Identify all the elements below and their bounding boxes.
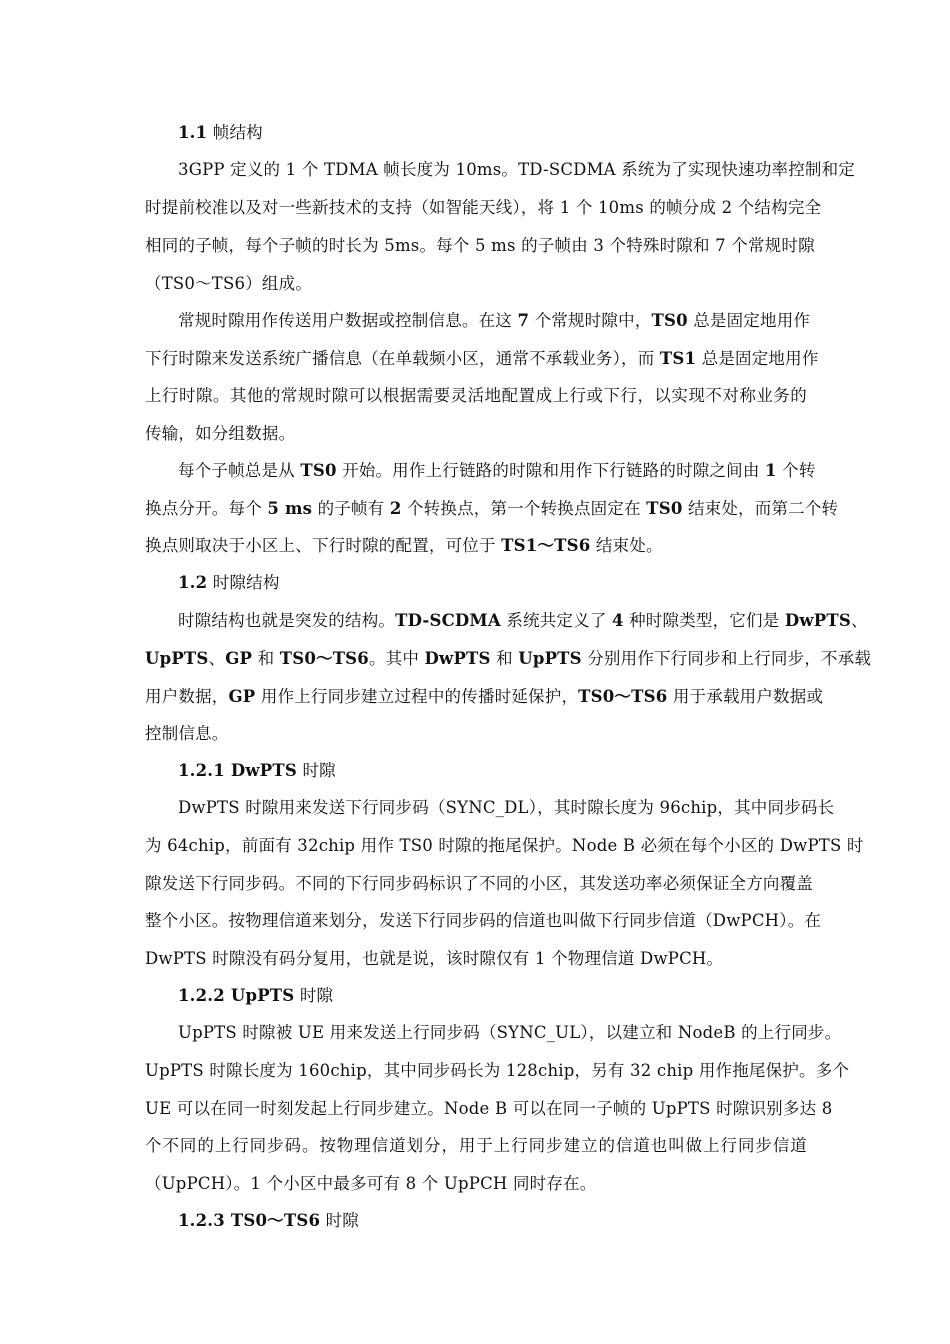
heading-1-2-2: 1.2.2 UpPTS 时隙	[178, 986, 334, 1005]
p5-line: 隙发送下行同步码。不同的下行同步码标识了不同的小区，其发送功率必须保证全方向覆盖	[145, 874, 813, 893]
p4-line: 用户数据，GP 用作上行同步建立过程中的传播时延保护，TS0～TS6 用于承载用户数据或	[145, 687, 824, 706]
p6-line: UpPTS 时隙长度为 160chip，其中同步码长为 128chip，另有 32 chip 用作拖尾保护。多个	[145, 1061, 850, 1080]
p3-line: 每个子帧总是从 TS0 开始。用作上行链路的时隙和用作下行链路的时隙之间由 1 个转	[178, 461, 816, 480]
p4-line: 控制信息。	[145, 724, 229, 743]
p1-line: （TS0～TS6）组成。	[145, 274, 313, 293]
p1-line: 相同的子帧，每个子帧的时长为 5ms。每个 5 ms 的子帧由 3 个特殊时隙和 7 个常规时隙	[145, 236, 815, 255]
p2-line: 上行时隙。其他的常规时隙可以根据需要灵活地配置成上行或下行，以实现不对称业务的	[145, 386, 807, 405]
p4-line: 时隙结构也就是突发的结构。TD-SCDMA 系统共定义了 4 种时隙类型，它们是 DwPTS、	[178, 611, 868, 630]
heading-1-2-1: 1.2.1 DwPTS 时隙	[178, 761, 336, 780]
p2-line: 常规时隙用作传送用户数据或控制信息。在这 7 个常规时隙中，TS0 总是固定地用作	[178, 311, 811, 330]
heading-1-2-3: 1.2.3 TS0～TS6 时隙	[178, 1211, 359, 1230]
heading-1-2: 1.2 时隙结构	[178, 573, 280, 592]
p5-line: DwPTS 时隙没有码分复用，也就是说，该时隙仅有 1 个物理信道 DwPCH。	[145, 949, 724, 968]
p3-line: 换点分开。每个 5 ms 的子帧有 2 个转换点，第一个转换点固定在 TS0 结束处，而第二个转	[145, 499, 839, 518]
p5-line: DwPTS 时隙用来发送下行同步码（SYNC_DL），其时隙长度为 96chip，其中同步码长	[178, 798, 835, 817]
p5-line: 为 64chip，前面有 32chip 用作 TS0 时隙的拖尾保护。Node B 必须在每个小区的 DwPTS 时	[145, 836, 864, 855]
heading-1-1: 1.1 帧结构	[178, 123, 263, 142]
p1-line: 3GPP 定义的 1 个 TDMA 帧长度为 10ms。TD-SCDMA 系统为了实现快速功率控制和定	[178, 160, 856, 179]
p3-line: 换点则取决于小区上、下行时隙的配置，可位于 TS1～TS6 结束处。	[145, 536, 663, 555]
p6-line: UE 可以在同一时刻发起上行同步建立。Node B 可以在同一子帧的 UpPTS 时隙识别多达 8	[145, 1099, 833, 1118]
p2-line: 传输，如分组数据。	[145, 424, 296, 443]
p6-line: UpPTS 时隙被 UE 用来发送上行同步码（SYNC_UL），以建立和 NodeB 的上行同步。	[178, 1023, 842, 1042]
p6-line: （UpPCH）。1 个小区中最多可有 8 个 UpPCH 同时存在。	[145, 1174, 597, 1193]
p5-line: 整个小区。按物理信道来划分，发送下行同步码的信道也叫做下行同步信道（DwPCH）。在	[145, 911, 822, 930]
p1-line: 时提前校准以及对一些新技术的支持（如智能天线），将 1 个 10ms 的帧分成 2 个结构完全	[145, 198, 822, 217]
p4-line: UpPTS、GP 和 TS0～TS6。其中 DwPTS 和 UpPTS 分别用作下行同步和上行同步，不承载	[145, 649, 872, 668]
p6-line: 个不同的上行同步码。按物理信道划分，用于上行同步建立的信道也叫做上行同步信道	[145, 1136, 807, 1155]
p2-line: 下行时隙来发送系统广播信息（在单载频小区，通常不承载业务），而 TS1 总是固定地用作	[145, 349, 819, 368]
